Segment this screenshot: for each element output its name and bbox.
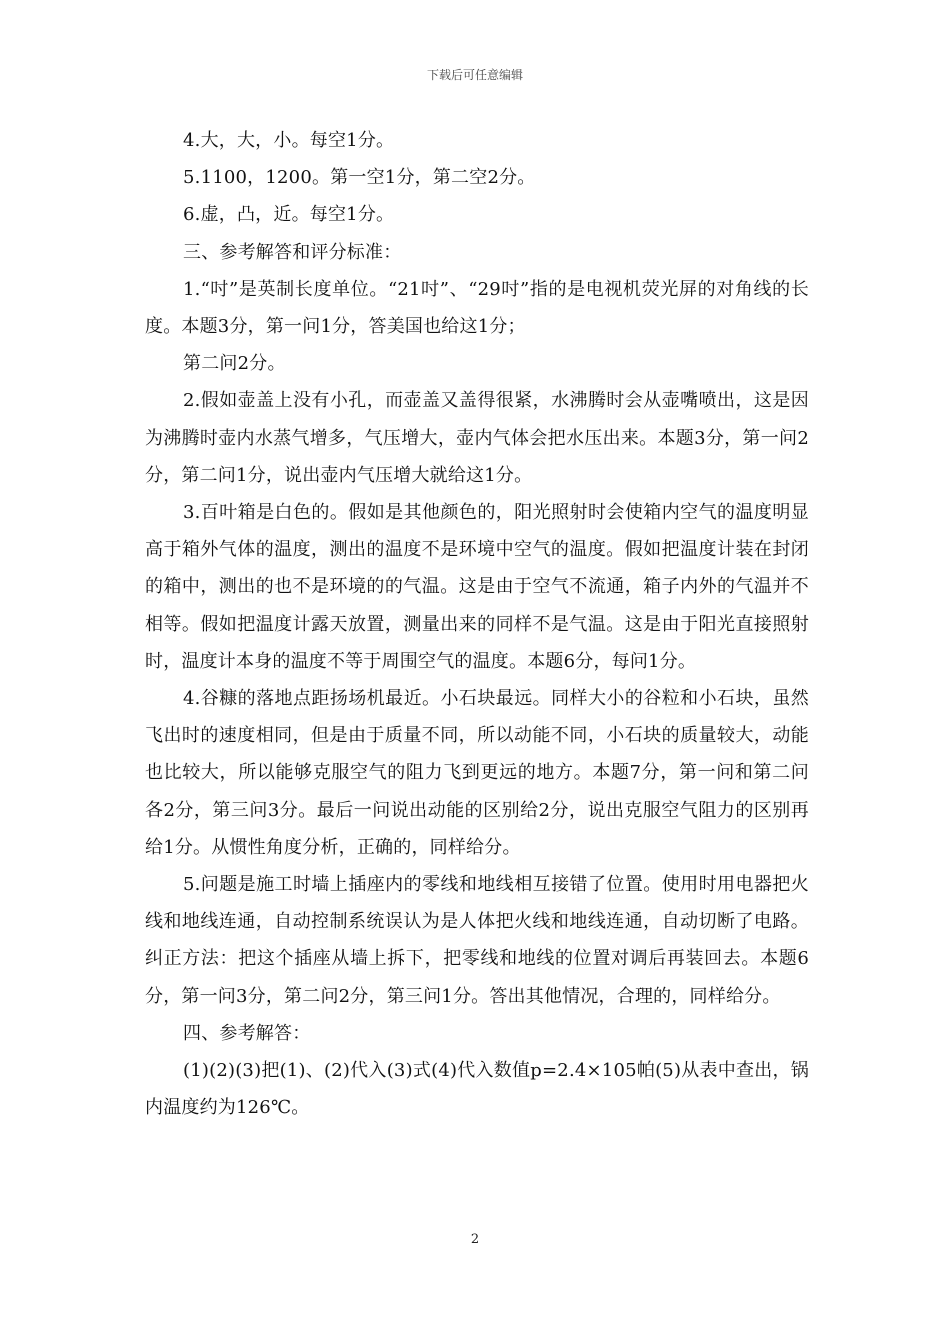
section3-answer-3: 3.百叶箱是白色的。假如是其他颜色的，阳光照射时会使箱内空气的温度明显高于箱外气体的温度，测出的温度不是环境中空气的温度。假如把温度计装在封闭的箱中，测出的也不是环境的的气温。这是由于空气不流通，箱子内外的气温并不相等。假如把温度计露天放置，测量出来的同样不是气温。这是由于阳光直接照射时，温度计本身的温度不等于周围空气的温度。本题6分，每问1分。 [145,502,809,672]
section4-answer: (1)(2)(3)把(1)、(2)代入(3)式(4)代入数值p=2.4×105帕(5)从表中查出，锅内温度约为126℃。 [145,1060,809,1119]
section-heading-3: 三、参考解答和评分标准： [183,241,402,263]
page-header: 下载后可任意编辑 [426,68,523,82]
section3-answer-4: 4.谷糠的落地点距扬场机最近。小石块最远。同样大小的谷粒和小石块，虽然飞出时的速度相同，但是由于质量不同，所以动能不同，小石块的质量较大，动能也比较大，所以能够克服空气的阻力飞到更远的地方。本题7分，第一问和第二问各2分，第三问3分。最后一问说出动能的区别给2分，说出克服空气阻力的区别再给1分。从惯性角度分析，正确的，同样给分。 [145,688,809,858]
page-number: 2 [470,1232,480,1247]
section3-answer-1: 1.“吋”是英制长度单位。“21吋”、“29吋”指的是电视机荧光屏的对角线的长度。本题3分，第一问1分，答美国也给这1分； [145,278,809,338]
answer-4: 4.大，大，小。每空1分。 [183,130,395,151]
section3-answer-2: 2.假如壶盖上没有小孔，而壶盖又盖得很紧，水沸腾时会从壶嘴喷出，这是因为沸腾时壶内水蒸气增多，气压增大，壶内气体会把水压出来。本题3分，第一问2分，第二问1分，说出壶内气压增大就给这1分。 [145,390,809,486]
section3-answer-1-continued: 第二问2分。 [183,353,286,375]
document-body [145,122,809,1126]
section-heading-4: 四、参考解答： [183,1022,311,1044]
answer-5: 5.1100，1200。第一空1分，第二空2分。 [183,167,536,189]
answer-6: 6.虚，凸，近。每空1分。 [183,204,395,226]
section3-answer-5: 5.问题是施工时墙上插座内的零线和地线相互接错了位置。使用时用电器把火线和地线连通，自动控制系统误认为是人体把火线和地线连通，自动切断了电路。纠正方法：把这个插座从墙上拆下，把零线和地线的位置对调后再装回去。本题6分，第一问3分，第二问2分，第三问1分。答出其他情况，合理的，同样给分。 [145,874,809,1007]
